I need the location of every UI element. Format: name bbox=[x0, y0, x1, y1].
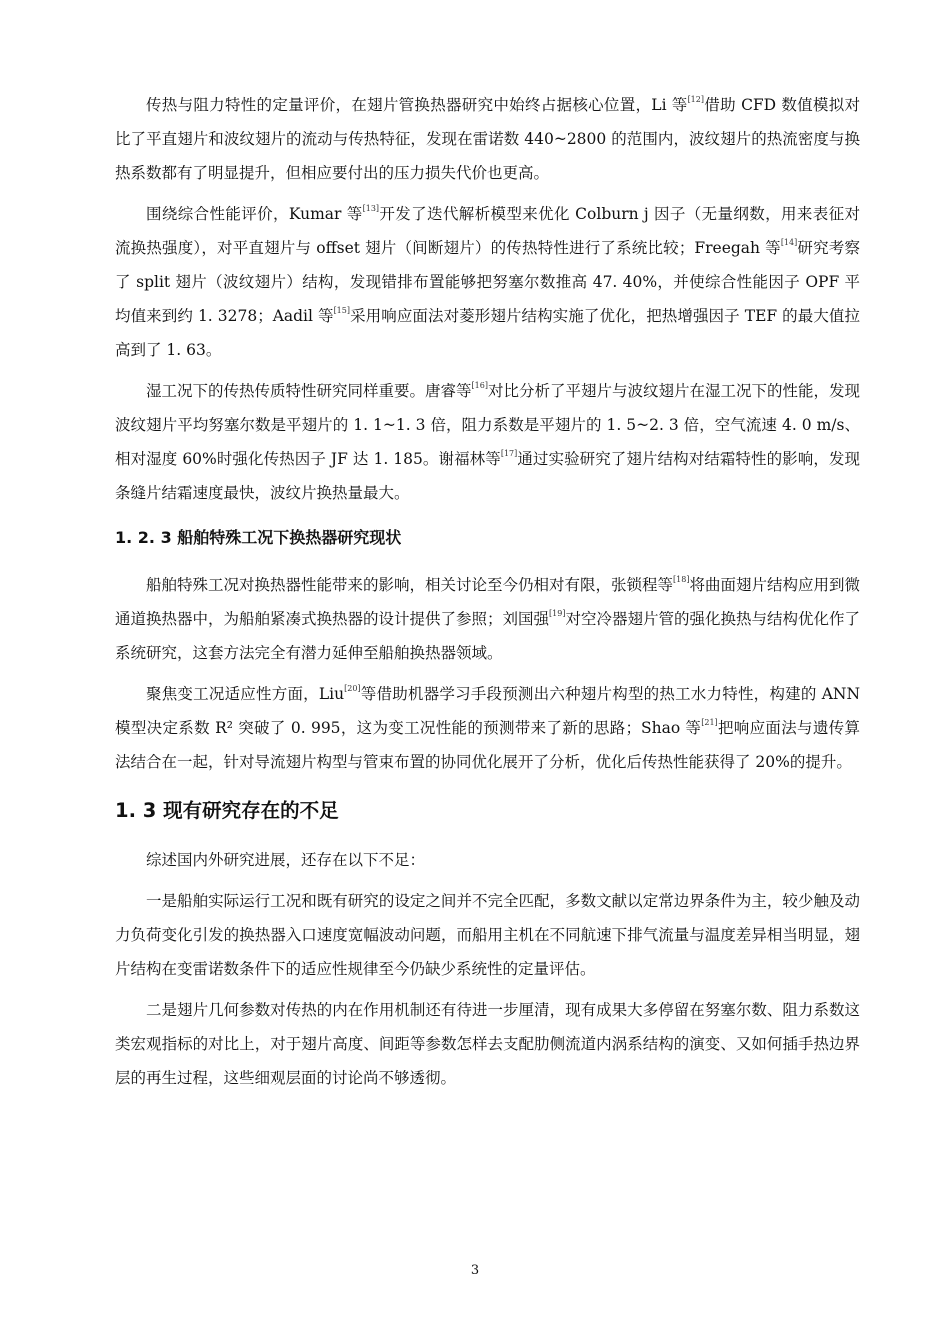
paragraph-text: 把响应面法与遗传算法结合在一起，针对导流翅片构型与管束布置的协同优化展开了分析，优化后传热性能获得了 20%的提升。 bbox=[115, 719, 860, 771]
paragraph-text: 传热与阻力特性的定量评价，在翅片管换热器研究中始终占据核心位置，Li 等 bbox=[146, 96, 688, 114]
paragraph-text: 一是船舶实际运行工况和既有研究的设定之间并不完全匹配，多数文献以定常边界条件为主，较少触及动力负荷变化引发的换热器入口速度宽幅波动问题，而船用主机在不同航速下排气流量与温度差异相当明显，翅片结构在变雷诺数条件下的适应性规律至今仍缺少系统性的定量评估。 bbox=[115, 892, 860, 978]
paragraph-text: 对空冷器翅片管的强化换热与结构优化作了系统研究，这套方法完全有潜力延伸至船舶换热器领域。 bbox=[115, 610, 860, 662]
paragraph-text: 聚焦变工况适应性方面，Liu bbox=[146, 685, 345, 703]
paragraph-text: 二是翅片几何参数对传热的内在作用机制还有待进一步厘清，现有成果大多停留在努塞尔数、阻力系数这类宏观指标的对比上，对于翅片高度、间距等参数怎样去支配肋侧流道内涡系结构的演变、又如何插手热边界层的再生过程，这些细观层面的讨论尚不够透彻。 bbox=[115, 1001, 860, 1087]
citation-ref: [12] bbox=[687, 95, 704, 104]
citation-ref: [16] bbox=[471, 381, 488, 390]
subsection-heading: 1. 2. 3 船舶特殊工况下换热器研究现状 bbox=[115, 528, 402, 547]
body-paragraph bbox=[115, 374, 860, 510]
paragraph-text: 通过实验研究了翅片结构对结霜特性的影响，发现条缝片结霜速度最快，波纹片换热量最大。 bbox=[115, 450, 860, 502]
citation-ref: [18] bbox=[673, 575, 690, 584]
paragraph-text: 围绕综合性能评价，Kumar 等 bbox=[146, 205, 363, 223]
paragraph-text: 开发了迭代解析模型来优化 Colburn j 因子（无量纲数，用来表征对流换热强度），对平直翅片与 offset 翅片（间断翅片）的传热特性进行了系统比较；Freegah 等 bbox=[115, 205, 860, 257]
citation-ref: [21] bbox=[701, 718, 718, 727]
section-heading: 1. 3 现有研究存在的不足 bbox=[115, 799, 339, 822]
citation-ref: [20] bbox=[344, 684, 361, 693]
body-paragraph bbox=[115, 993, 860, 1095]
body-paragraph bbox=[115, 843, 860, 877]
citation-ref: [19] bbox=[549, 609, 566, 618]
citation-ref: [17] bbox=[500, 449, 518, 458]
page-body bbox=[115, 88, 860, 1102]
citation-ref: [15] bbox=[333, 306, 350, 315]
body-paragraph bbox=[115, 677, 860, 779]
body-paragraph bbox=[115, 884, 860, 986]
paragraph-text: 湿工况下的传热传质特性研究同样重要。唐睿等 bbox=[146, 382, 472, 400]
paragraph-text: 采用响应面法对菱形翅片结构实施了优化，把热增强因子 TEF 的最大值拉高到了 1. 63。 bbox=[115, 307, 860, 359]
paragraph-text: 等借助机器学习手段预测出六种翅片构型的热工水力特性，构建的 ANN 模型决定系数 R² 突破了 0. 995，这为变工况性能的预测带来了新的思路；Shao 等 bbox=[115, 685, 861, 737]
body-paragraph bbox=[115, 197, 860, 367]
body-paragraph bbox=[115, 88, 860, 190]
page-number: 3 bbox=[470, 1263, 480, 1278]
citation-ref: [13] bbox=[362, 204, 380, 213]
paragraph-text: 将曲面翅片结构应用到微通道换热器中，为船舶紧凑式换热器的设计提供了参照；刘国强 bbox=[115, 576, 860, 628]
citation-ref: [14] bbox=[780, 238, 798, 247]
paragraph-text: 借助 CFD 数值模拟对比了平直翅片和波纹翅片的流动与传热特征，发现在雷诺数 440~2800 的范围内，波纹翅片的热流密度与换热系数都有了明显提升，但相应要付出的压力损失代价也更高。 bbox=[115, 96, 860, 182]
paragraph-text: 对比分析了平翅片与波纹翅片在湿工况下的性能，发现波纹翅片平均努塞尔数是平翅片的 1. 1~1. 3 倍，阻力系数是平翅片的 1. 5~2. 3 倍，空气流速 4. 0 m/s、相对湿度 60%时强化传热因子 JF 达 1. 185。谢福林等 bbox=[115, 382, 860, 468]
paragraph-text: 综述国内外研究进展，还存在以下不足： bbox=[146, 851, 426, 869]
body-paragraph bbox=[115, 568, 860, 670]
paragraph-text: 研究考察了 split 翅片（波纹翅片）结构，发现错排布置能够把努塞尔数推高 47. 40%，并使综合性能因子 OPF 平均值来到约 1. 3278；Aadil 等 bbox=[115, 239, 860, 325]
paragraph-text: 船舶特殊工况对换热器性能带来的影响，相关讨论至今仍相对有限，张锁程等 bbox=[146, 576, 674, 594]
